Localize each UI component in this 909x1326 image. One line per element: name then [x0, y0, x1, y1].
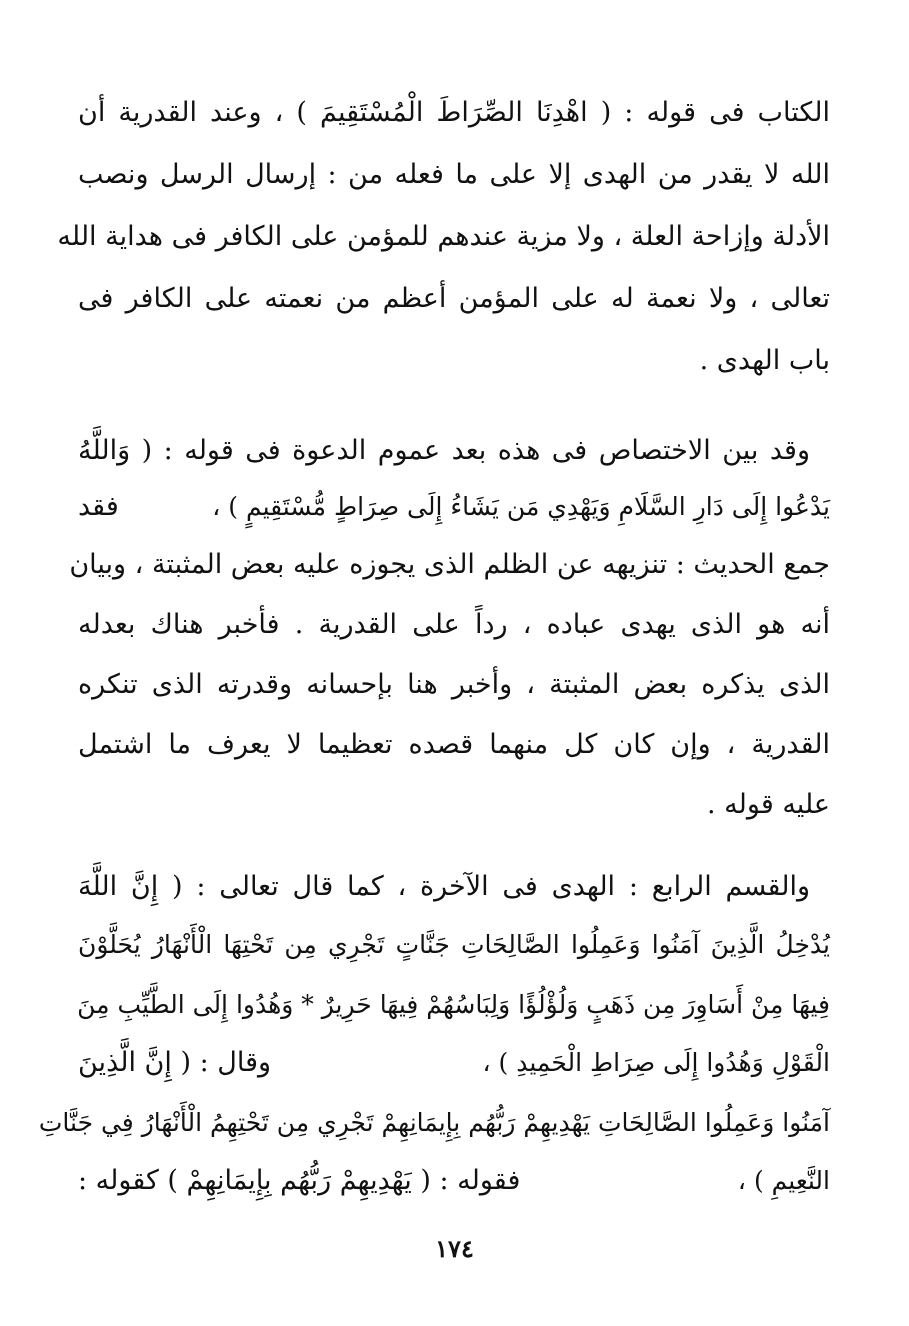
text-fragment: وقال : ( إِنَّ الَّذِينَ [78, 1047, 272, 1078]
text-line: والقسم الرابع : الهدى فى الآخرة ، كما قال تعالى : ( إِنَّ اللَّهَ [78, 871, 810, 902]
text-line: عليه قوله . [707, 789, 830, 820]
document-page [38, 88, 830, 1228]
text-line: أنه هو الذى يهدى عباده ، رداً على القدرية . فأخبر هناك بعدله [78, 609, 830, 640]
text-line: جمع الحديث : تنزيهه عن الظلم الذى يجوزه عليه بعض المثبتة ، وبيان [69, 549, 830, 580]
text-line: القدرية ، وإن كان كل منهما قصده تعظيما لا يعرف ما اشتمل [78, 729, 830, 760]
quran-verse-line: فِيهَا مِنْ أَسَاوِرَ مِن ذَهَبٍ وَلُؤْلُؤًا وَلِبَاسُهُمْ فِيهَا حَرِيرٌ * وَهُدُوا إِلَى الطَّيِّبِ مِنَ [77, 990, 830, 1019]
quran-verse-line: الْقَوْلِ وَهُدُوا إِلَى صِرَاطِ الْحَمِيدِ ) ، [482, 1048, 830, 1077]
text-fragment: فقد [78, 491, 119, 522]
text-line: الذى يذكره بعض المثبتة ، وأخبر هنا بإحسانه وقدرته الذى تنكره [78, 669, 830, 700]
quran-verse-line: يَدْعُوا إِلَى دَارِ السَّلَامِ وَيَهْدِي مَن يَشَاءُ إِلَى صِرَاطٍ مُّسْتَقِيمٍ ) ، [212, 492, 830, 521]
text-fragment: فقوله : ( يَهْدِيهِمْ رَبُّهُم بِإِيمَانِهِمْ ) كقوله : [78, 1165, 521, 1196]
quran-verse-line: يُدْخِلُ الَّذِينَ آمَنُوا وَعَمِلُوا الصَّالِحَاتِ جَنَّاتٍ تَجْرِي مِن تَحْتِهَا الْأَنْهَارُ يُحَلَّوْنَ [78, 930, 830, 959]
text-line: الأدلة وإزاحة العلة ، ولا مزية عندهم للمؤمن على الكافر فى هداية الله [57, 221, 830, 252]
text-line: الله لا يقدر من الهدى إلا على ما فعله من : إرسال الرسل ونصب [78, 159, 830, 190]
quran-verse-line: النَّعِيمِ ) ، [737, 1166, 830, 1195]
page-number: ١٧٤ [435, 1234, 474, 1263]
text-line: وقد بين الاختصاص فى هذه بعد عموم الدعوة فى قوله : ( وَاللَّهُ [78, 435, 810, 466]
text-line: باب الهدى . [699, 345, 830, 376]
quran-verse-line: آمَنُوا وَعَمِلُوا الصَّالِحَاتِ يَهْدِيهِمْ رَبُّهُم بِإِيمَانِهِمْ تَجْرِي مِن تَحْتِهِمُ الْأَنْهَارُ فِي جَنَّاتِ [38, 1108, 830, 1137]
text-line: الكتاب فى قوله : ( اهْدِنَا الصِّرَاطَ الْمُسْتَقِيمَ ) ، وعند القدرية أن [78, 97, 830, 128]
text-line: تعالى ، ولا نعمة له على المؤمن أعظم من نعمته على الكافر فى [78, 283, 830, 314]
